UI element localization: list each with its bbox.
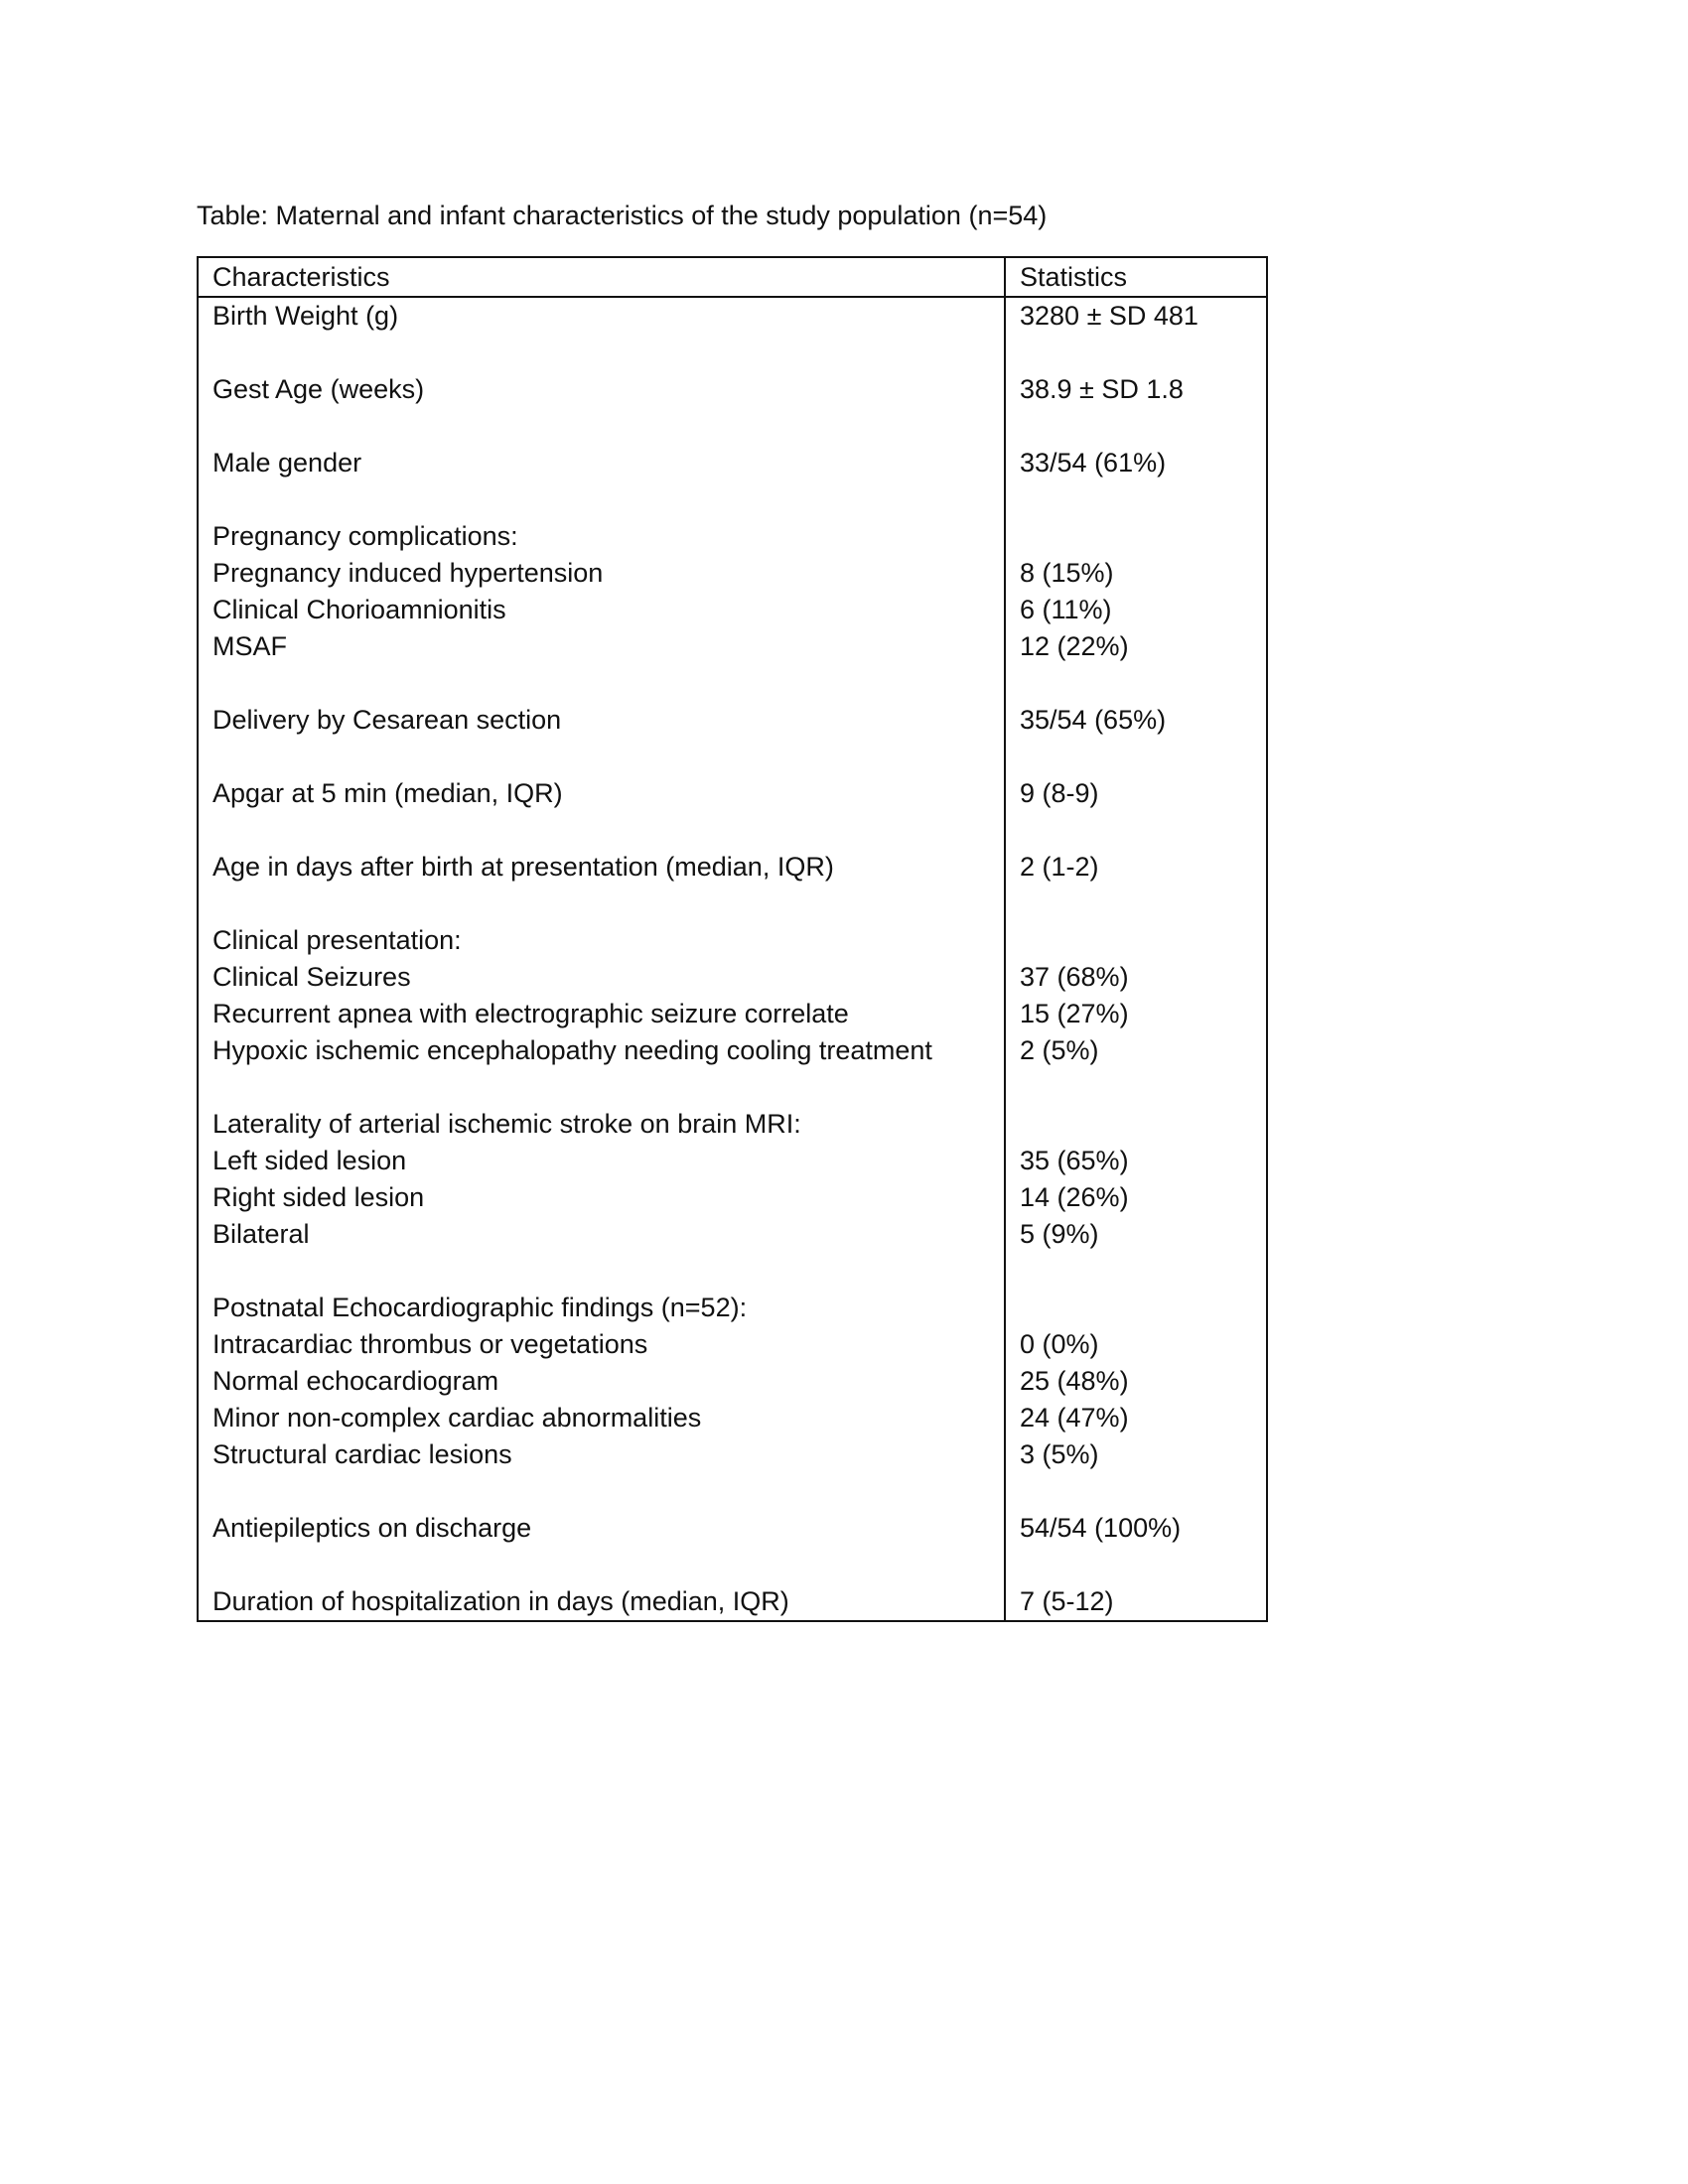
characteristics-table [197, 256, 1268, 1622]
statistic-cell: 54/54 (100%) [1005, 1510, 1267, 1547]
characteristic-cell [198, 1473, 1005, 1510]
characteristic-cell [198, 665, 1005, 702]
characteristic-cell: Normal echocardiogram [198, 1363, 1005, 1400]
statistic-cell [1005, 481, 1267, 518]
statistic-cell [1005, 1069, 1267, 1106]
statistic-cell: 35/54 (65%) [1005, 702, 1267, 739]
table-row [198, 1583, 1267, 1621]
table-row [198, 665, 1267, 702]
statistic-cell: 5 (9%) [1005, 1216, 1267, 1253]
statistic-cell [1005, 922, 1267, 959]
statistic-cell [1005, 1473, 1267, 1510]
table-row [198, 1510, 1267, 1547]
characteristic-cell: Male gender [198, 445, 1005, 481]
statistic-cell: 6 (11%) [1005, 592, 1267, 628]
table-row [198, 739, 1267, 775]
table-body [198, 297, 1267, 1621]
characteristic-cell: Right sided lesion [198, 1179, 1005, 1216]
characteristic-cell: Birth Weight (g) [198, 297, 1005, 335]
statistic-cell [1005, 812, 1267, 849]
table-row [198, 1473, 1267, 1510]
statistic-cell [1005, 518, 1267, 555]
characteristic-cell: Bilateral [198, 1216, 1005, 1253]
characteristic-cell: Age in days after birth at presentation (median, IQR) [198, 849, 1005, 886]
table-row [198, 1290, 1267, 1326]
statistic-cell: 8 (15%) [1005, 555, 1267, 592]
characteristic-cell: Structural cardiac lesions [198, 1436, 1005, 1473]
table-row [198, 1326, 1267, 1363]
characteristic-cell [198, 1547, 1005, 1583]
table-row [198, 1400, 1267, 1436]
statistic-cell [1005, 1106, 1267, 1143]
characteristic-cell: Minor non-complex cardiac abnormalities [198, 1400, 1005, 1436]
characteristic-cell: Hypoxic ischemic encephalopathy needing cooling treatment [198, 1032, 1005, 1069]
statistic-cell [1005, 886, 1267, 922]
characteristic-cell [198, 812, 1005, 849]
statistic-cell: 14 (26%) [1005, 1179, 1267, 1216]
characteristic-cell: Antiepileptics on discharge [198, 1510, 1005, 1547]
table-row [198, 886, 1267, 922]
table-row [198, 1179, 1267, 1216]
table-row [198, 1436, 1267, 1473]
characteristic-cell: Clinical presentation: [198, 922, 1005, 959]
table-row [198, 408, 1267, 445]
characteristic-cell [198, 1069, 1005, 1106]
statistic-cell: 38.9 ± SD 1.8 [1005, 371, 1267, 408]
statistic-cell: 2 (5%) [1005, 1032, 1267, 1069]
table-row [198, 1253, 1267, 1290]
table-row [198, 518, 1267, 555]
statistic-cell: 37 (68%) [1005, 959, 1267, 996]
table-row [198, 959, 1267, 996]
characteristic-cell: Apgar at 5 min (median, IQR) [198, 775, 1005, 812]
statistic-cell [1005, 408, 1267, 445]
characteristic-cell [198, 408, 1005, 445]
characteristic-cell: Postnatal Echocardiographic findings (n=52): [198, 1290, 1005, 1326]
characteristic-cell [198, 739, 1005, 775]
characteristic-cell: Intracardiac thrombus or vegetations [198, 1326, 1005, 1363]
statistic-cell: 33/54 (61%) [1005, 445, 1267, 481]
table-row [198, 922, 1267, 959]
table-row [198, 592, 1267, 628]
table-row [198, 775, 1267, 812]
table-row [198, 628, 1267, 665]
statistic-cell [1005, 665, 1267, 702]
statistic-cell: 24 (47%) [1005, 1400, 1267, 1436]
table-row [198, 849, 1267, 886]
table-header-row [198, 257, 1267, 297]
header-statistics: Statistics [1005, 257, 1267, 297]
table-row [198, 297, 1267, 335]
table-row [198, 371, 1267, 408]
characteristic-cell: Pregnancy complications: [198, 518, 1005, 555]
statistic-cell [1005, 739, 1267, 775]
table-row [198, 445, 1267, 481]
characteristic-cell: Clinical Chorioamnionitis [198, 592, 1005, 628]
characteristic-cell: Gest Age (weeks) [198, 371, 1005, 408]
statistic-cell [1005, 1290, 1267, 1326]
table-caption: Table: Maternal and infant characteristics of the study population (n=54) [197, 201, 1048, 230]
characteristic-cell [198, 481, 1005, 518]
statistic-cell [1005, 335, 1267, 371]
statistic-cell: 35 (65%) [1005, 1143, 1267, 1179]
characteristic-cell: Recurrent apnea with electrographic seizure correlate [198, 996, 1005, 1032]
table-row [198, 1547, 1267, 1583]
table-row [198, 1032, 1267, 1069]
statistic-cell: 3 (5%) [1005, 1436, 1267, 1473]
statistic-cell: 12 (22%) [1005, 628, 1267, 665]
characteristic-cell: Laterality of arterial ischemic stroke on brain MRI: [198, 1106, 1005, 1143]
statistic-cell: 0 (0%) [1005, 1326, 1267, 1363]
characteristic-cell: Left sided lesion [198, 1143, 1005, 1179]
table-row [198, 1143, 1267, 1179]
table-row [198, 1216, 1267, 1253]
table-row [198, 555, 1267, 592]
statistic-cell [1005, 1253, 1267, 1290]
statistic-cell: 7 (5-12) [1005, 1583, 1267, 1621]
table-row [198, 1106, 1267, 1143]
characteristic-cell: Clinical Seizures [198, 959, 1005, 996]
characteristic-cell: Duration of hospitalization in days (median, IQR) [198, 1583, 1005, 1621]
statistic-cell: 3280 ± SD 481 [1005, 297, 1267, 335]
table-row [198, 702, 1267, 739]
table-row [198, 1069, 1267, 1106]
characteristic-cell: Delivery by Cesarean section [198, 702, 1005, 739]
characteristic-cell: Pregnancy induced hypertension [198, 555, 1005, 592]
table-row [198, 812, 1267, 849]
characteristic-cell [198, 1253, 1005, 1290]
header-characteristics: Characteristics [198, 257, 1005, 297]
table-row [198, 1363, 1267, 1400]
table-row [198, 481, 1267, 518]
characteristic-cell [198, 886, 1005, 922]
statistic-cell: 9 (8-9) [1005, 775, 1267, 812]
statistic-cell: 2 (1-2) [1005, 849, 1267, 886]
statistic-cell [1005, 1547, 1267, 1583]
characteristic-cell: MSAF [198, 628, 1005, 665]
statistic-cell: 25 (48%) [1005, 1363, 1267, 1400]
table-row [198, 335, 1267, 371]
table-row [198, 996, 1267, 1032]
statistic-cell: 15 (27%) [1005, 996, 1267, 1032]
characteristic-cell [198, 335, 1005, 371]
